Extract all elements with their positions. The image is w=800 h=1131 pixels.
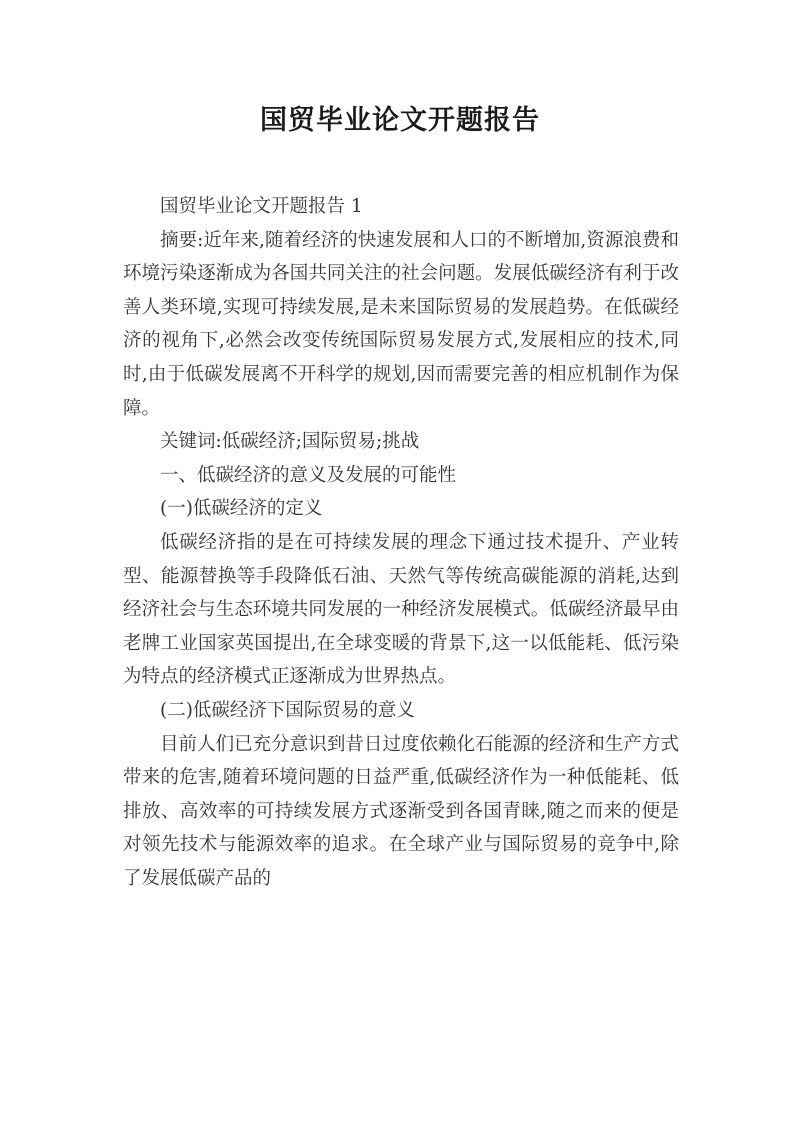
report-heading-paragraph: 国贸毕业论文开题报告 1	[160, 196, 363, 217]
subsection-heading-2: (二)低碳经济下国际贸易的意义	[160, 699, 415, 721]
keywords-paragraph: 关键词:低碳经济;国际贸易;挑战	[160, 431, 420, 453]
section-heading-1: 一、低碳经济的意义及发展的可能性	[160, 464, 457, 486]
document-body	[123, 190, 679, 895]
subsection-heading-1: (一)低碳经济的定义	[160, 498, 323, 520]
significance-paragraph: 目前人们已充分意识到昔日过度依赖化石能源的经济和生产方式带来的危害,随着环境问题的日益严重,低碳经济作为一种低能耗、低排放、高效率的可持续发展方式逐渐受到各国青睐,随之而来的便是对领先技术与能源效率的追求。在全球产业与国际贸易的竞争中,除了发展低碳产品的	[123, 733, 679, 889]
abstract-paragraph: 摘要:近年来,随着经济的快速发展和人口的不断增加,资源浪费和环境污染逐渐成为各国共同关注的社会问题。发展低碳经济有利于改善人类环境,实现可持续发展,是未来国际贸易的发展趋势。在低碳经济的视角下,必然会改变传统国际贸易发展方式,发展相应的技术,同时,由于低碳发展离不开科学的规划,因而需要完善的相应机制作为保障。	[123, 229, 679, 419]
definition-paragraph: 低碳经济指的是在可持续发展的理念下通过技术提升、产业转型、能源替换等手段降低石油、天然气等传统高碳能源的消耗,达到经济社会与生态环境共同发展的一种经济发展模式。低碳经济最早由老牌工业国家英国提出,在全球变暖的背景下,这一以低能耗、低污染为特点的经济模式正逐渐成为世界热点。	[123, 531, 679, 688]
document-title: 国贸毕业论文开题报告	[260, 105, 540, 136]
